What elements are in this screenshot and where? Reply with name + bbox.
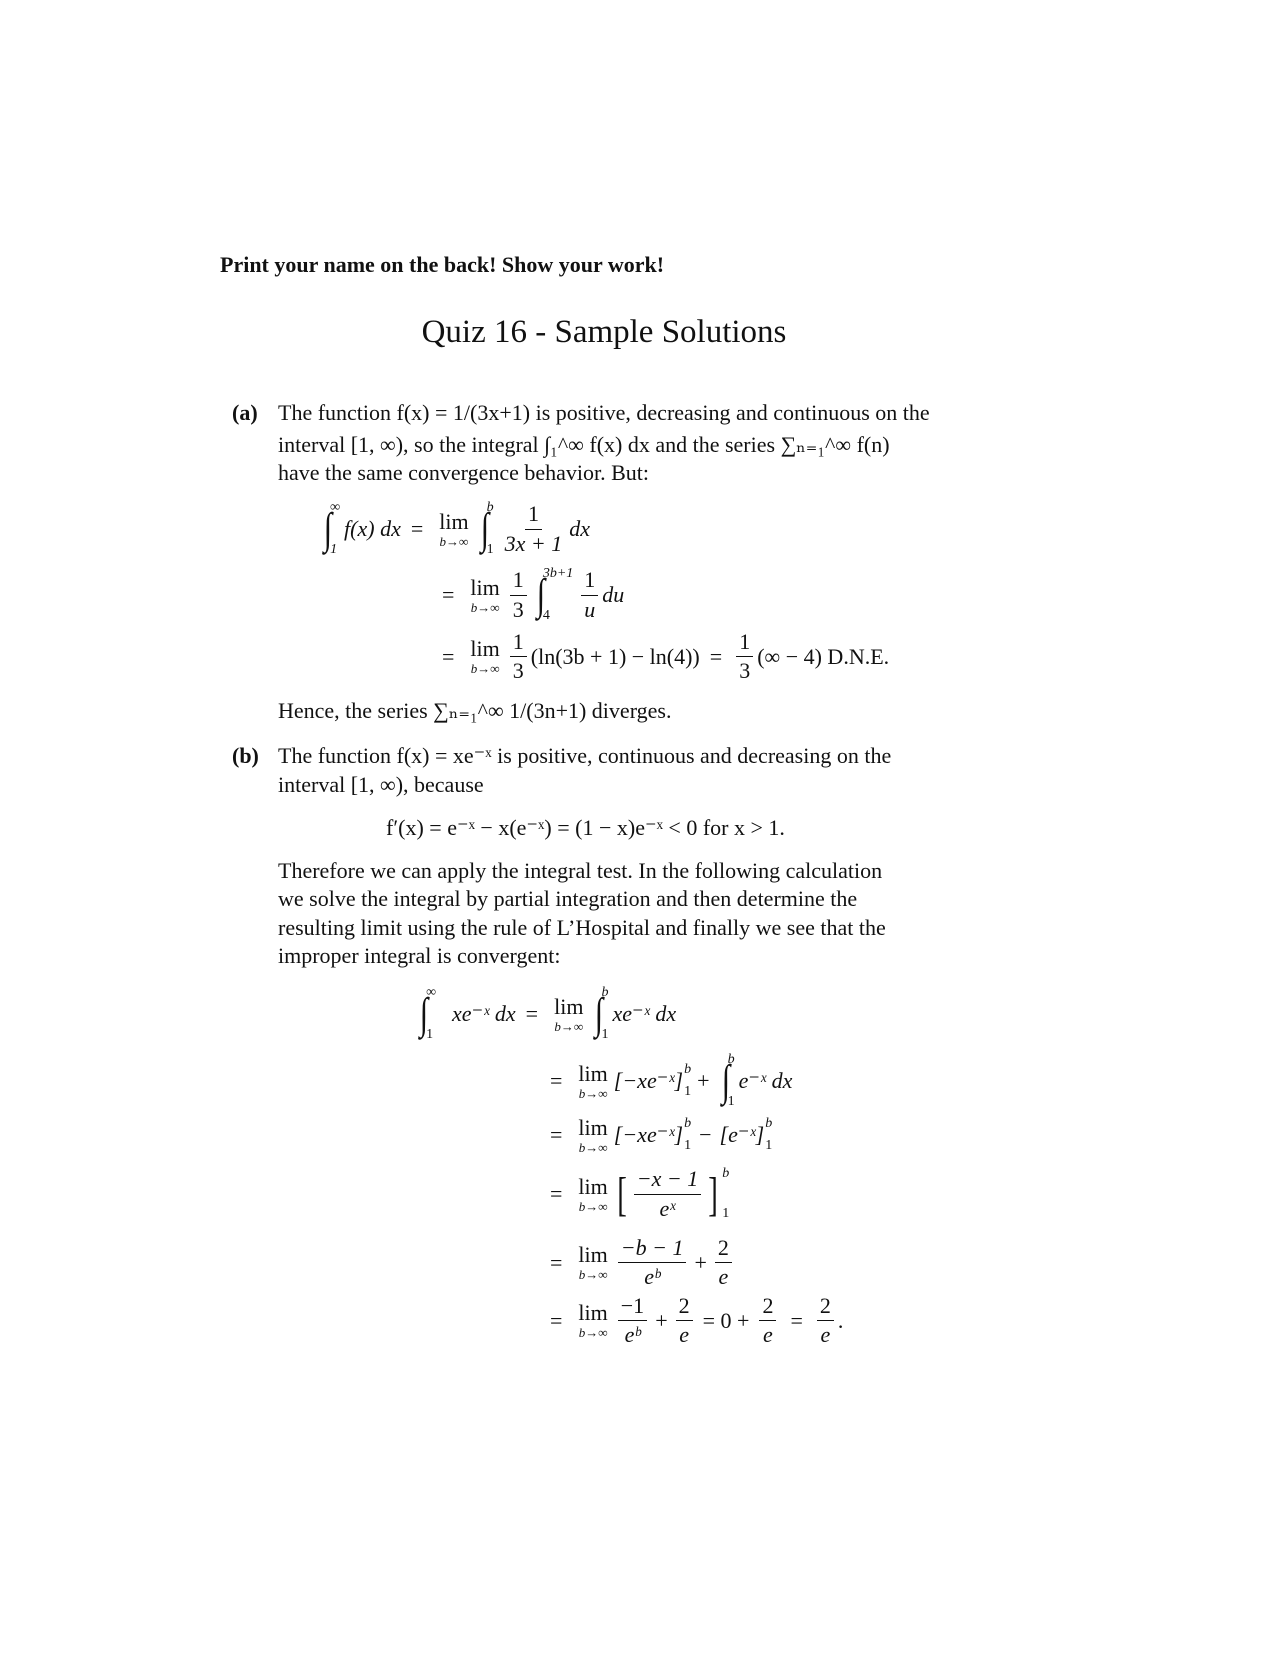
equation-b-line-4: = lim b→∞ [ $\frac{-x - 1}{\text{eˣ}}$ ] b 1 xyxy=(550,1166,730,1221)
math-symbol: 1 xyxy=(684,1084,692,1099)
limit xyxy=(578,1114,608,1155)
math-symbol: lim xyxy=(578,1173,608,1199)
limit xyxy=(554,993,584,1034)
math-symbol: ∫ xyxy=(323,504,333,553)
math-symbol: 2 xyxy=(759,1294,776,1321)
part-b-text-line: The function f(x) = xe⁻ˣ is positive, continuous and decreasing on the xyxy=(278,743,892,768)
math-symbol: ∫ xyxy=(480,504,489,553)
part-b-text-line: interval [1, ∞), because xyxy=(278,772,484,797)
equals: = xyxy=(410,516,424,541)
math-symbol: 1 xyxy=(727,1094,735,1109)
limit xyxy=(470,574,500,615)
math-symbol: 1 xyxy=(736,630,753,657)
math-symbol: lim xyxy=(470,636,500,662)
fraction xyxy=(676,1294,693,1347)
fraction xyxy=(510,568,527,621)
math-symbol: lim xyxy=(554,993,584,1019)
math-symbol: e xyxy=(820,1322,831,1348)
math-symbol: 1 xyxy=(601,1027,609,1042)
paragraph-line: we solve the integral by partial integration and then determine the xyxy=(278,886,858,911)
math-symbol: . xyxy=(837,1307,844,1333)
math-text: (ln(3b + 1) − ln(4)) xyxy=(530,643,700,669)
math-symbol: lim xyxy=(578,1300,608,1326)
math-symbol: lim xyxy=(578,1114,608,1140)
math-symbol: 1 xyxy=(581,568,598,595)
math-symbol: = xyxy=(550,1068,563,1093)
integral xyxy=(418,985,436,1043)
math-symbol: e⁻ˣ dx xyxy=(738,1068,793,1093)
math-symbol: b xyxy=(601,985,609,1000)
limit xyxy=(439,508,469,549)
fraction xyxy=(634,1167,701,1220)
math-symbol: lim xyxy=(578,1060,608,1086)
math-symbol: 3 xyxy=(739,658,751,684)
math-symbol: = xyxy=(442,582,455,607)
math-symbol: ∫ xyxy=(595,989,604,1038)
math-symbol: [e⁻ˣ] xyxy=(719,1122,765,1147)
math-symbol: eᵇ xyxy=(644,1264,660,1290)
math-symbol: ∫ xyxy=(536,570,546,619)
page-title: Quiz 16 - Sample Solutions xyxy=(421,314,787,350)
part-b-label: (b) xyxy=(232,743,259,768)
math-symbol: xe⁻ˣ dx xyxy=(612,1001,677,1026)
math-symbol: 1 xyxy=(510,630,527,657)
math-symbol: lim xyxy=(439,508,469,534)
math-symbol: b→∞ xyxy=(554,1018,584,1034)
math-symbol: = xyxy=(550,1249,563,1275)
math-symbol: = xyxy=(442,643,455,669)
math-symbol: 2 xyxy=(715,1236,732,1263)
math-symbol: u xyxy=(584,596,596,622)
math-symbol: b→∞ xyxy=(470,599,500,615)
math-symbol: 3 xyxy=(512,658,524,684)
math-symbol: − xyxy=(699,1122,712,1147)
fraction xyxy=(715,1236,732,1289)
math-symbol: b→∞ xyxy=(578,1085,608,1101)
math-symbol: b xyxy=(684,1062,692,1077)
math-symbol: b→∞ xyxy=(470,661,500,677)
part-a-text-line: have the same convergence behavior. But: xyxy=(278,460,650,485)
math-symbol: + xyxy=(697,1068,710,1093)
equation-a-line-2 xyxy=(432,566,624,624)
integral xyxy=(593,985,608,1043)
part-a-label: (a) xyxy=(232,400,258,425)
math-text: du xyxy=(602,582,625,607)
math-symbol: ∫ xyxy=(721,1056,730,1105)
math-symbol: b→∞ xyxy=(578,1198,608,1214)
math-text: dx xyxy=(569,516,591,541)
part-a-conclusion: Hence, the series ∑ₙ₌₁^∞ 1/(3n+1) diverges. xyxy=(278,698,672,723)
instruction-header: Print your name on the back! Show your work! xyxy=(220,252,665,277)
math-symbol: b→∞ xyxy=(578,1139,608,1155)
math-symbol: lim xyxy=(470,574,500,600)
math-symbol: = xyxy=(550,1307,563,1333)
math-symbol: b xyxy=(765,1116,773,1131)
math-symbol: xe⁻ˣ dx xyxy=(452,1001,516,1026)
math-symbol: 3x + 1 xyxy=(504,530,563,556)
math-symbol: −1 xyxy=(618,1294,647,1321)
limit xyxy=(578,1060,608,1101)
integral xyxy=(322,500,340,558)
part-a-text-line: The function f(x) = 1/(3x+1) is positive, decreasing and continuous on the xyxy=(278,400,930,425)
math-symbol: b xyxy=(727,1052,735,1067)
fraction xyxy=(502,502,566,555)
math-symbol: = xyxy=(790,1307,803,1333)
math-symbol: b→∞ xyxy=(578,1325,608,1341)
math-symbol: 2 xyxy=(676,1294,693,1321)
math-symbol: eˣ xyxy=(659,1195,676,1221)
limit xyxy=(470,638,499,675)
math-symbol: b→∞ xyxy=(578,1267,608,1283)
fraction xyxy=(510,630,527,683)
math-symbol: −x − 1 xyxy=(634,1167,701,1194)
equation-b-line-6 xyxy=(540,1294,843,1347)
limit xyxy=(578,1302,607,1339)
math-symbol: 1 xyxy=(426,1027,434,1042)
math-symbol: e xyxy=(679,1322,689,1348)
math-text: (∞ − 4) D.N.E. xyxy=(757,643,890,669)
paragraph-line: Therefore we can apply the integral test. In the following calculation xyxy=(278,858,883,883)
fraction xyxy=(581,568,598,621)
math-symbol: 3 xyxy=(512,596,524,622)
math-symbol: = 0 + xyxy=(702,1307,750,1333)
equation-b-line-1 xyxy=(414,985,676,1043)
math-symbol: 2 xyxy=(817,1294,834,1321)
integral xyxy=(535,566,574,624)
part-a-text-line: interval [1, ∞), so the integral ∫₁^∞ f(x) dx and the series ∑ₙ₌₁^∞ f(n) xyxy=(278,432,890,457)
equation-b-line-3 xyxy=(540,1116,772,1154)
limit xyxy=(578,1173,608,1214)
math-symbol: 1 xyxy=(486,542,494,557)
math-symbol: [−xe⁻ˣ] xyxy=(613,1122,684,1147)
math-symbol: ∫ xyxy=(419,989,429,1038)
fraction xyxy=(817,1294,834,1347)
math-symbol: b xyxy=(684,1116,692,1131)
math-symbol: e xyxy=(763,1322,773,1348)
math-symbol: 3b+1 xyxy=(542,566,574,581)
math-symbol: ∞ xyxy=(330,500,341,515)
math-symbol: [−xe⁻ˣ] xyxy=(613,1068,684,1093)
paragraph-line: improper integral is convergent: xyxy=(278,943,561,968)
derivative-equation: f′(x) = e⁻ˣ − x(e⁻ˣ) = (1 − x)e⁻ˣ < 0 for x > 1. xyxy=(386,815,785,840)
math-symbol: 1 xyxy=(765,1138,773,1153)
math-symbol: = xyxy=(525,1001,539,1026)
math-symbol: = xyxy=(550,1181,563,1206)
math-symbol: + xyxy=(694,1249,707,1275)
equation-b-line-2 xyxy=(540,1052,792,1110)
math-symbol: lim xyxy=(578,1242,608,1268)
math-symbol: b xyxy=(486,500,494,515)
fraction xyxy=(759,1294,776,1347)
integral xyxy=(479,500,494,558)
math-symbol: b xyxy=(722,1166,730,1181)
math-symbol: eᵇ xyxy=(624,1322,641,1348)
math-symbol: 1 xyxy=(510,568,527,595)
fraction xyxy=(618,1294,647,1347)
math-text: f(x) dx xyxy=(344,516,401,541)
math-symbol: = xyxy=(709,643,723,669)
limit xyxy=(578,1244,607,1281)
integral xyxy=(720,1052,735,1110)
math-symbol: −b − 1 xyxy=(618,1236,687,1263)
fraction xyxy=(736,630,753,683)
math-symbol: e xyxy=(718,1264,729,1290)
math-symbol: 1 xyxy=(330,542,338,557)
paragraph-line: resulting limit using the rule of L’Hospital and finally we see that the xyxy=(278,915,886,940)
equation-a-line-3 xyxy=(432,630,889,683)
equation-a-line-1 xyxy=(318,500,590,558)
math-symbol: = xyxy=(550,1122,563,1147)
math-symbol: 1 xyxy=(684,1138,692,1153)
math-symbol: ∞ xyxy=(426,985,437,1000)
math-symbol: 1 xyxy=(722,1206,730,1221)
math-symbol: 1 xyxy=(525,502,542,529)
math-symbol: 4 xyxy=(542,608,550,623)
math-symbol: b→∞ xyxy=(439,533,469,549)
math-symbol: + xyxy=(655,1307,668,1333)
equation-b-line-5 xyxy=(540,1236,736,1289)
fraction xyxy=(618,1236,687,1289)
